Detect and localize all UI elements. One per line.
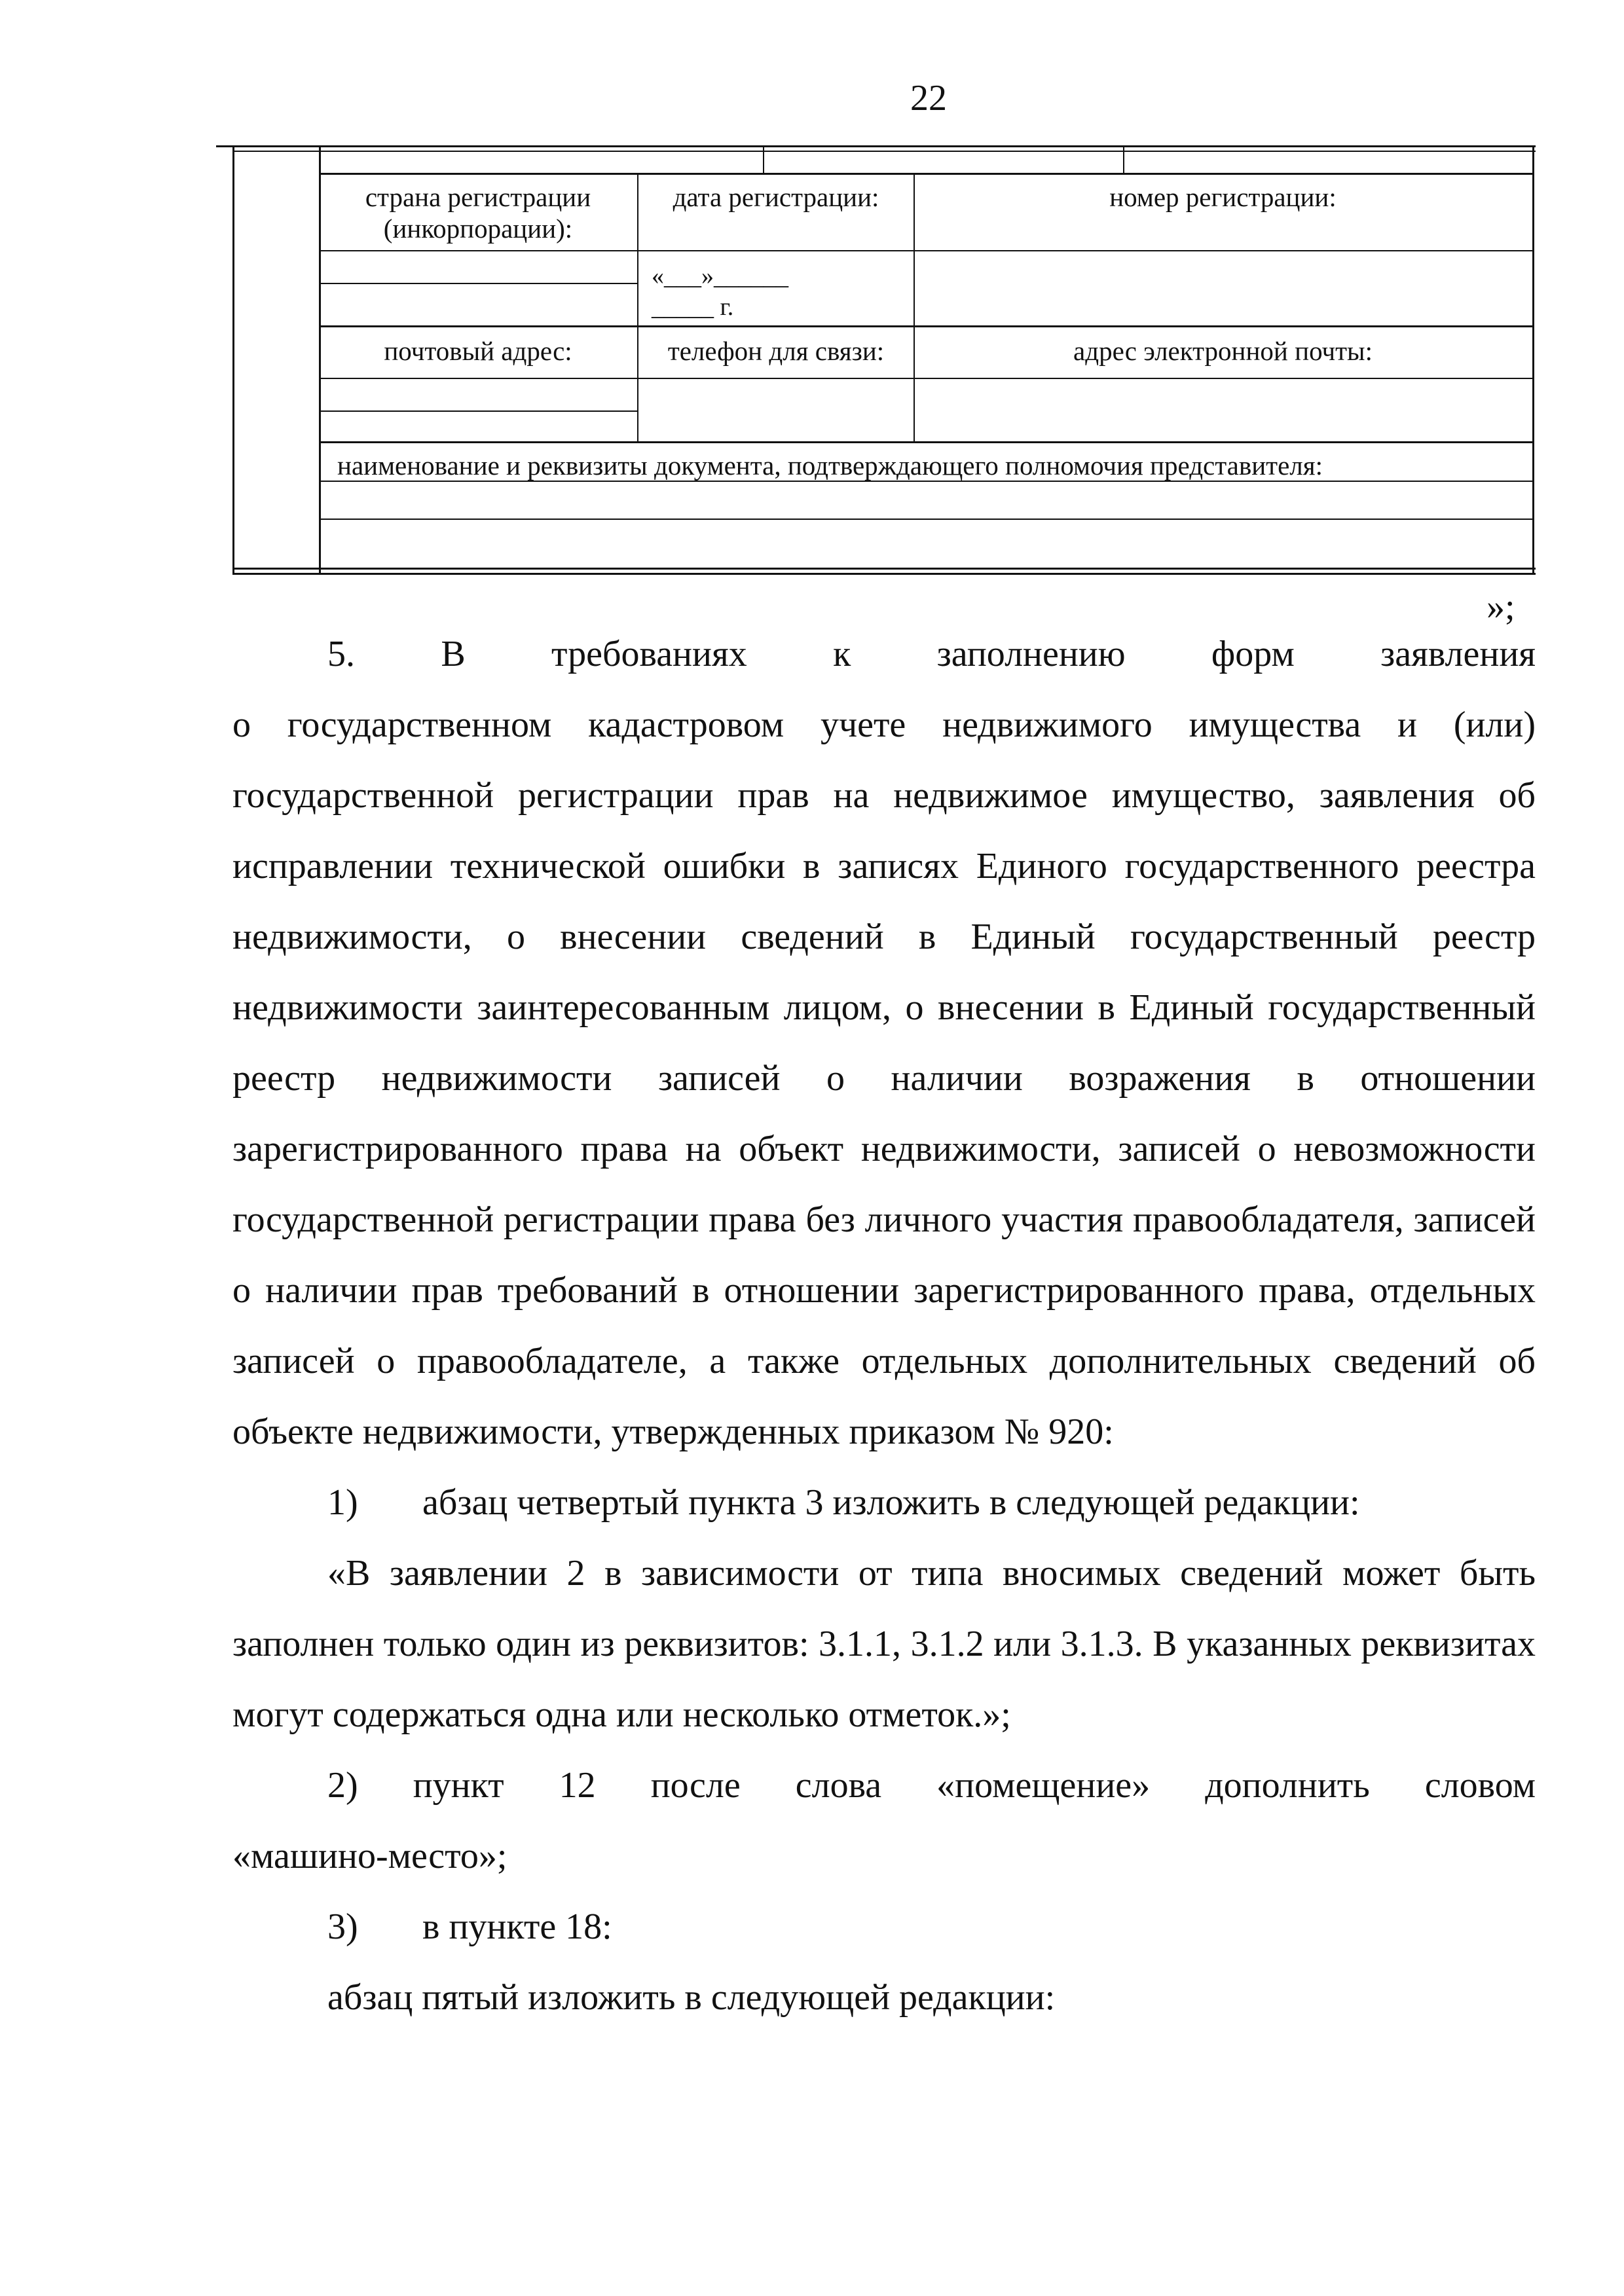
date-blank-day: «___»______ (652, 263, 788, 290)
subitem-2-word: пункт (413, 1765, 504, 1806)
applicant-form-table (232, 145, 1536, 577)
item5-word: к (833, 634, 851, 674)
country-label: страна регистрации (инкорпорации): (365, 182, 591, 244)
item5-text: о государственном кадастровом учете недвижимого имущества и (или) государственной регистрации прав на недвижимое имущество, заявления об исправлении технической ошибки в записях Единого государственного реестра недвижимости, о внесении сведений в Единый государственный реестр недвижимости заинтересованным лицом, о внесении в Единый государственный реестр недвижимости записей о наличии возражения в отношении зарегистрированного права на объект недвижимости, записей о невозможности государственной регистрации права без личного участия правообладателя, записей о наличии прав требований в отношении зарегистрированного права, отдельных записей о правообладателе, а также отдельных дополнительных сведений об объекте недвижимости, утвержденных приказом № 920: (232, 704, 1536, 1452)
subitem-text: абзац четвертый пункта 3 изложить в следующей редакции: (422, 1482, 1360, 1523)
date-blank-year: _____ г. (652, 293, 734, 321)
subitem-2-word: дополнить (1205, 1765, 1370, 1806)
subitem-1 (232, 1467, 1536, 1538)
document-body (232, 619, 1536, 2033)
page-number: 22 (910, 78, 947, 118)
subitem-2-word: «помещение» (936, 1765, 1151, 1806)
quoted-paragraph: «В заявлении 2 в зависимости от типа вносимых сведений может быть заполнен только один из реквизитов: 3.1.1, 3.1.2 или 3.1.3. В указанных реквизитах могут содержаться одна или несколько отметок.»; (232, 1553, 1536, 1735)
subitem-text: в пункте 18: (422, 1906, 612, 1947)
item5-word: заполнению (936, 634, 1126, 674)
item5-word: 5. (327, 634, 355, 674)
number-label: номер регистрации: (1109, 182, 1337, 212)
subitem-2-heading (232, 1750, 1536, 1821)
item5-word: заявления (1380, 634, 1536, 674)
subitem-number: 1) (327, 1482, 358, 1523)
item5-word: В (441, 634, 466, 674)
date-label: дата регистрации: (673, 182, 879, 212)
subitem-2-word: 12 (559, 1765, 596, 1806)
subitem-3 (232, 1891, 1536, 1962)
subitem-2-tail: «машино-место»; (232, 1836, 507, 1876)
item5-heading (232, 619, 1536, 689)
subitem-2-word: 2) (327, 1765, 358, 1806)
item5-word: форм (1211, 634, 1295, 674)
item5-word: требованиях (551, 634, 747, 674)
subitem-2-word: слова (795, 1765, 882, 1806)
subitem-number: 3) (327, 1906, 358, 1947)
subitem-2-word: после (650, 1765, 741, 1806)
phone-label: телефон для связи: (667, 336, 885, 366)
subitem-2-word: словом (1424, 1765, 1536, 1806)
closing-quote: »; (1486, 587, 1515, 627)
subitem-3-paragraph: абзац пятый изложить в следующей редакции: (327, 1977, 1056, 2018)
representative-document-label: наименование и реквизиты документа, подтверждающего полномочия представителя: (337, 450, 1323, 481)
email-label: адрес электронной почты: (1073, 336, 1373, 366)
postal-address-label: почтовый адрес: (384, 336, 572, 366)
